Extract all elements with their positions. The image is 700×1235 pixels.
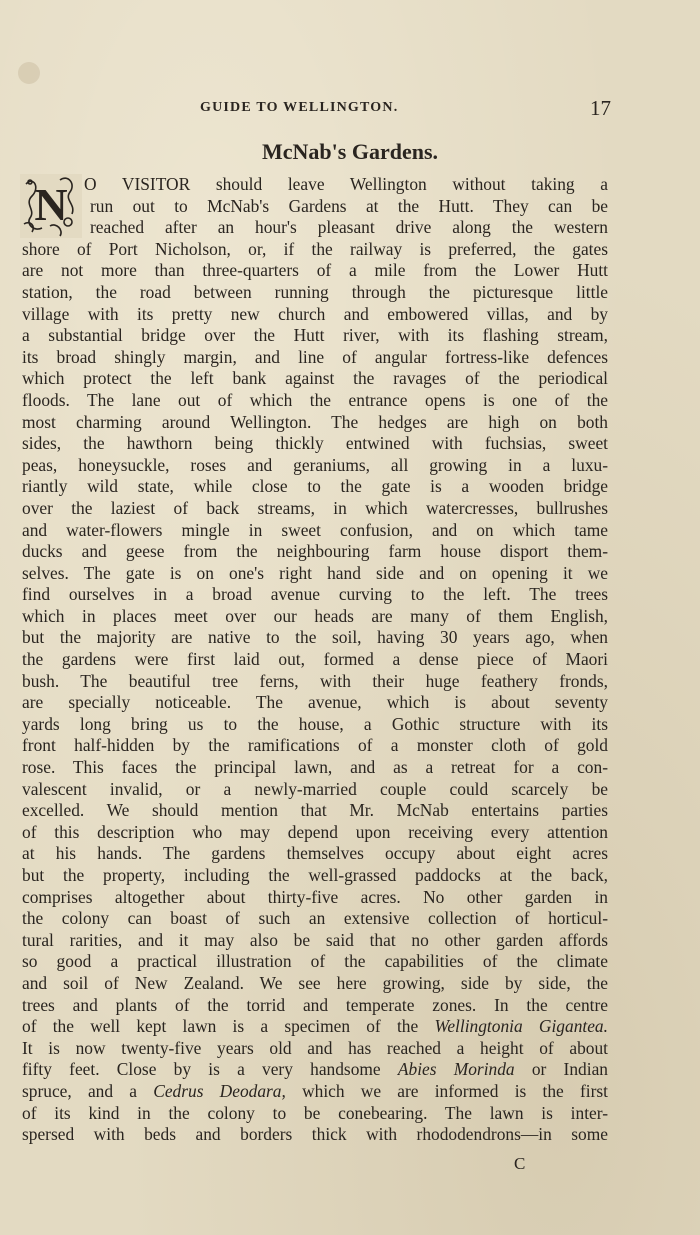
italic-species-name: Wellingtonia Gigantea. — [434, 1016, 608, 1037]
text-line: It is now twenty-five years old and has reached a height of about — [22, 1037, 608, 1058]
text-segment: spruce, and a — [22, 1080, 137, 1101]
text-line: shore of Port Nicholson, or, if the railway is preferred, the gates — [22, 238, 608, 259]
text-line: and soil of New Zealand. We see here growing, side by side, the — [22, 972, 608, 993]
text-line: O VISITOR should leave Wellington without taking a — [84, 174, 608, 194]
text-line: a substantial bridge over the Hutt river, with its flashing stream, — [22, 325, 608, 346]
running-head: GUIDE TO WELLINGTON. — [200, 100, 399, 115]
text-line: and water-flowers mingle in sweet confusion, and on which tame — [22, 519, 608, 540]
italic-species-name: Abies Morinda — [397, 1059, 515, 1080]
text-line: sides, the hawthorn being thickly entwined with fuchsias, sweet — [22, 433, 608, 454]
text-line: the gardens were first laid out, formed a dense piece of Maori — [22, 649, 608, 670]
text-line: run out to McNab's Gardens at the Hutt. They can be — [90, 195, 608, 216]
text-line: tural rarities, and it may also be said that no other garden affords — [22, 929, 608, 950]
paper-stain — [18, 62, 40, 84]
text-line: at his hands. The gardens themselves occupy about eight acres — [22, 843, 608, 864]
text-line: valescent invalid, or a newly-married couple could scarcely be — [22, 778, 608, 799]
text-line: front half-hidden by the ramifications of a monster cloth of gold — [22, 735, 608, 756]
text-line: reached after an hour's pleasant drive along the western — [90, 217, 608, 238]
text-line: bush. The beautiful tree ferns, with their huge feathery fronds, — [22, 670, 608, 691]
body-text — [22, 174, 608, 1146]
section-title: McNab's Gardens. — [262, 139, 438, 164]
text-line: which in places meet over our heads are many of them English, — [22, 605, 608, 626]
text-segment: of the well kept lawn is a specimen of the — [22, 1016, 419, 1037]
italic-species-name: Cedrus Deodara, — [153, 1080, 286, 1101]
text-line: excelled. We should mention that Mr. McNab entertains parties — [22, 800, 608, 821]
text-line: comprises altogether about thirty-five acres. No other garden in — [22, 886, 608, 907]
text-line: of its kind in the colony to be conebearing. The lawn is inter- — [22, 1102, 608, 1123]
drop-cap-letter: N — [34, 179, 68, 230]
signature-mark: C — [514, 1154, 526, 1173]
text-segment: or Indian — [514, 1059, 608, 1080]
text-line: yards long bring us to the house, a Gothic structure with its — [22, 713, 608, 734]
text-segment: fifty feet. Close by is a very handsome — [22, 1059, 381, 1080]
text-line-with-italic — [22, 1016, 608, 1038]
text-line: but the majority are native to the soil, having 30 years ago, when — [22, 627, 608, 648]
text-line: ducks and geese from the neighbouring farm house disport them- — [22, 541, 608, 562]
text-line: its broad shingly margin, and line of angular fortress-like defences — [22, 346, 608, 367]
text-line: riantly wild state, while close to the gate is a wooden bridge — [22, 476, 608, 497]
text-segment: which we are informed is the first — [285, 1080, 608, 1101]
text-line: spersed with beds and borders thick with rhododendrons—in some — [22, 1124, 608, 1145]
text-line: selves. The gate is on one's right hand side and on opening it we — [22, 562, 608, 583]
text-line: so good a practical illustration of the capabilities of the climate — [22, 951, 608, 972]
text-line: of this description who may depend upon receiving every attention — [22, 821, 608, 842]
text-line: are specially noticeable. The avenue, which is about seventy — [22, 692, 608, 713]
text-line: rose. This faces the principal lawn, and as a retreat for a con- — [22, 757, 608, 778]
page-number: 17 — [590, 96, 611, 120]
text-line: which protect the left bank against the ravages of the periodical — [22, 368, 608, 389]
text-line: find ourselves in a broad avenue curving to the left. The trees — [22, 584, 608, 605]
text-line: over the laziest of back streams, in which watercresses, bullrushes — [22, 497, 608, 518]
text-line: village with its pretty new church and embowered villas, and by — [22, 303, 608, 324]
text-line: floods. The lane out of which the entrance opens is one of the — [22, 389, 608, 410]
text-line: but the property, including the well-grassed paddocks at the back, — [22, 865, 608, 885]
text-line: most charming around Wellington. The hedges are high on both — [22, 411, 608, 432]
text-line: trees and plants of the torrid and temperate zones. In the centre — [22, 994, 608, 1015]
text-line-with-italic — [22, 1081, 608, 1103]
text-line: peas, honeysuckle, roses and geraniums, all growing in a luxu- — [22, 454, 608, 475]
text-line: station, the road between running through the picturesque little — [22, 281, 608, 302]
text-line: are not more than three-quarters of a mile from the Lower Hutt — [22, 260, 608, 281]
text-line: the colony can boast of such an extensive collection of horticul- — [22, 908, 608, 929]
text-line-with-italic — [22, 1059, 608, 1081]
